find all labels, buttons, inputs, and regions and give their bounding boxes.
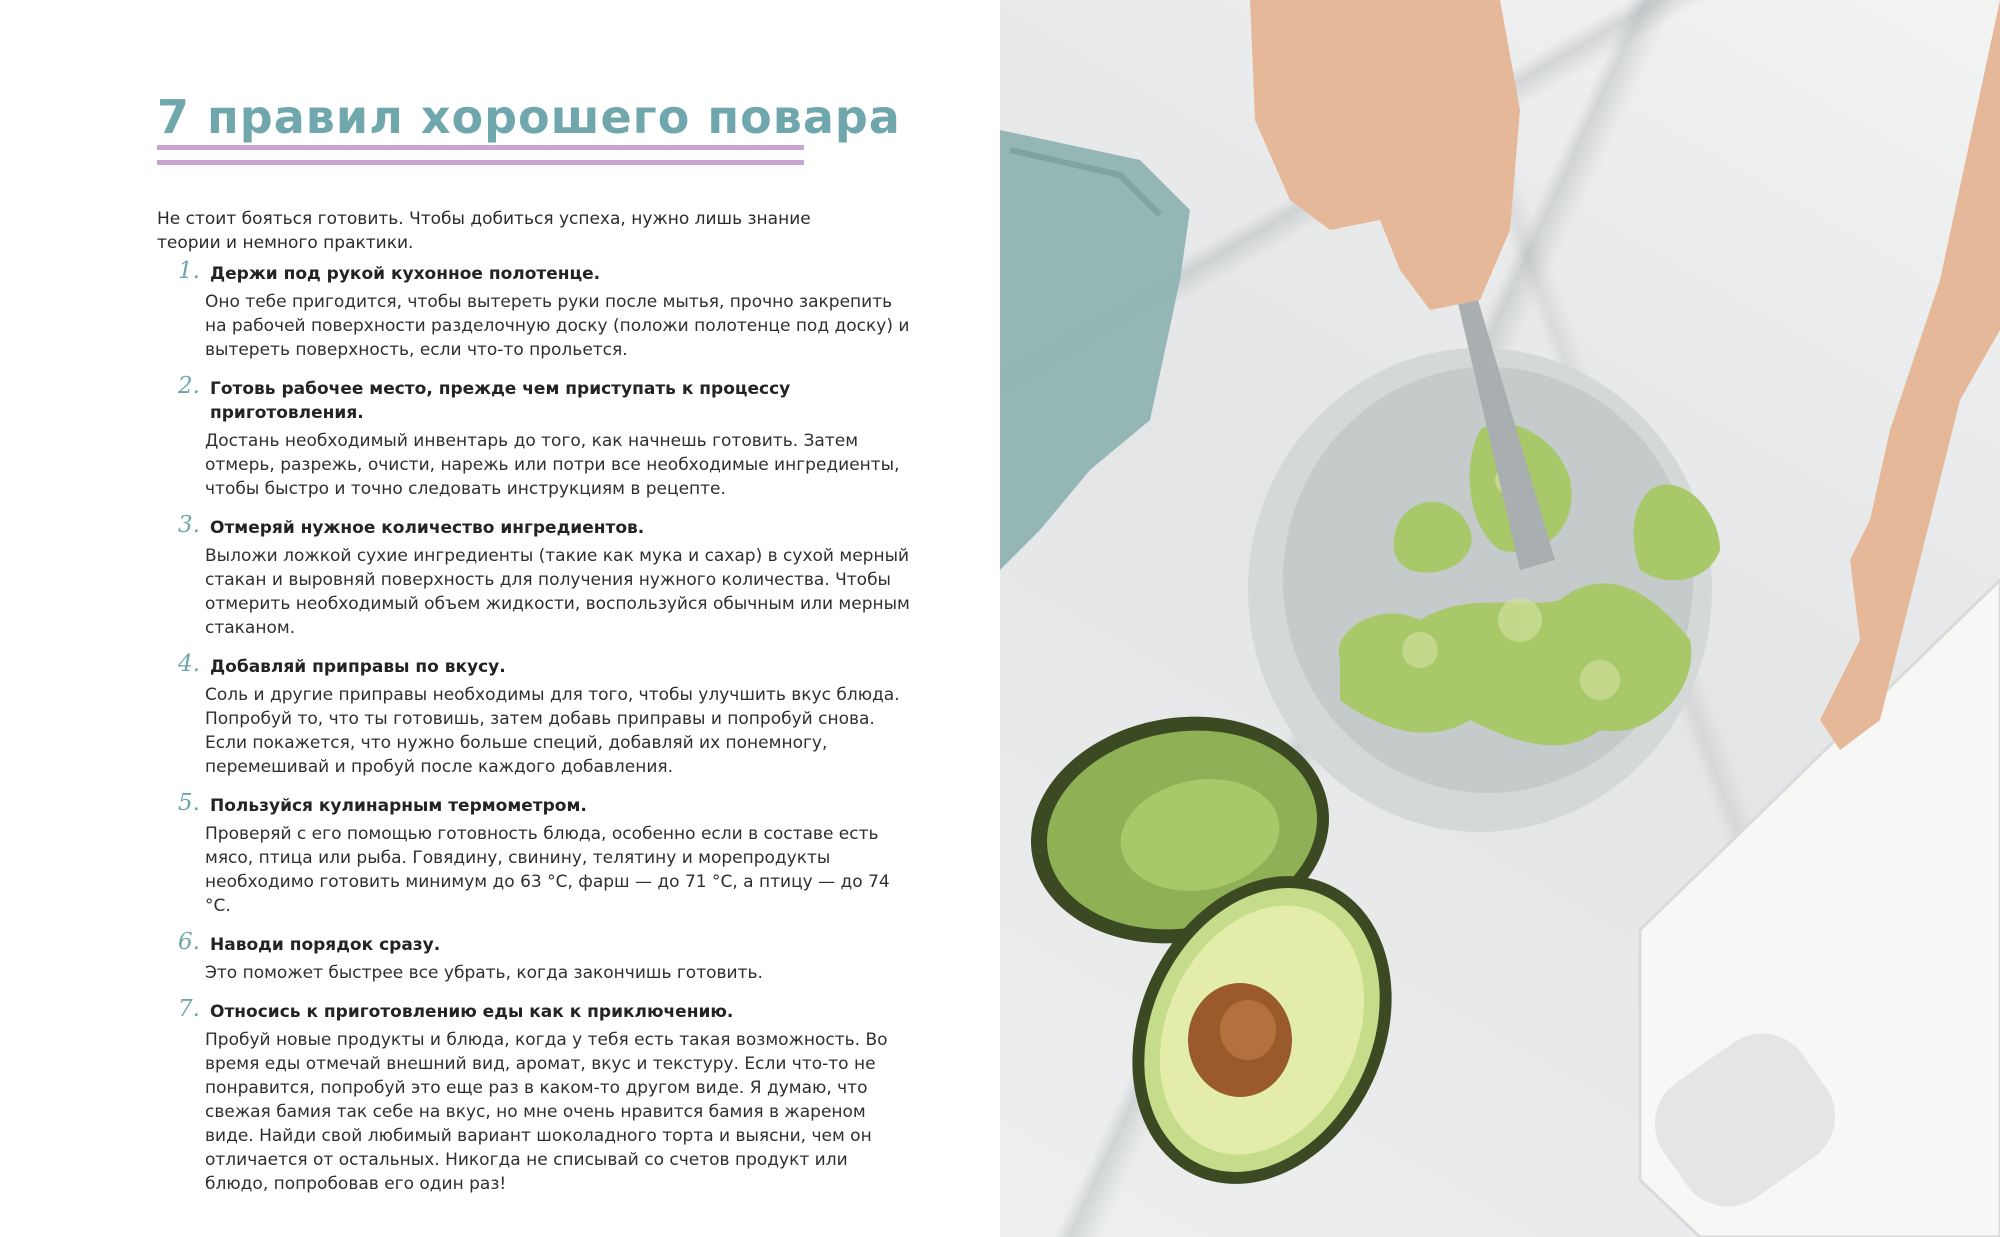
rule-heading: Добавляй приправы по вкусу.	[210, 657, 506, 677]
rule-heading: Пользуйся кулинарным термометром.	[210, 796, 587, 816]
rule-number: 2.	[178, 373, 200, 399]
intro-paragraph: Не стоит бояться готовить. Чтобы добиться успеха, нужно лишь знание теории и немного практики.	[157, 209, 811, 253]
rule-number: 3.	[178, 512, 200, 538]
title-underline-bottom	[157, 160, 804, 165]
rule-item	[157, 512, 917, 640]
rule-item	[157, 258, 917, 362]
rule-heading: Готовь рабочее место, прежде чем приступать к процессу приготовления.	[210, 379, 791, 423]
rule-item	[157, 373, 917, 501]
left-hand	[1250, 0, 1520, 310]
title-underline-top	[157, 145, 804, 150]
rule-number: 7.	[178, 996, 200, 1022]
rule-body: Достань необходимый инвентарь до того, как начнешь готовить. Затем отмерь, разрежь, очисти, нарежь или потри все необходимые ингредиенты, чтобы быстро и точно следовать инструкциям в рецепте.	[205, 431, 900, 499]
rule-body: Это поможет быстрее все убрать, когда закончишь готовить.	[205, 963, 763, 983]
rule-body: Соль и другие приправы необходимы для того, чтобы улучшить вкус блюда. Попробуй то, что ты готовишь, затем добавь приправы и попробуй снова. Если покажется, что нужно больше специй, добавляй их понемногу, перемешивай и пробуй после каждого добавления.	[205, 685, 900, 777]
rule-body: Пробуй новые продукты и блюда, когда у тебя есть такая возможность. Во время еды отмечай внешний вид, аромат, вкус и текстуру. Если что-то не понравится, попробуй это еще раз в каком-то другом виде. Я думаю, что свежая бамия так себе на вкус, но мне очень нравится бамия в жареном виде. Найди свой любимый вариант шоколадного торта и выясни, чем он отличается от остальных. Никогда не списывай со счетов продукт или блюдо, попробовав его один раз!	[205, 1030, 888, 1194]
rule-number: 4.	[178, 651, 200, 677]
photo-illustration	[1000, 0, 2000, 1237]
rule-body: Выложи ложкой сухие ингредиенты (такие как мука и сахар) в сухой мерный стакан и выровняй поверхность для получения нужного количества. Чтобы отмерить необходимый объем жидкости, воспользуйся обычным или мерным стаканом.	[205, 546, 910, 638]
rule-heading: Отмеряй нужное количество ингредиентов.	[210, 518, 645, 538]
rule-heading: Наводи порядок сразу.	[210, 935, 441, 955]
rule-item	[157, 996, 917, 1196]
page-title: 7 правил хорошего повара	[157, 90, 901, 144]
rule-item	[157, 790, 917, 918]
rule-heading: Держи под рукой кухонное полотенце.	[210, 264, 601, 284]
rule-number: 5.	[178, 790, 200, 816]
rule-body: Оно тебе пригодится, чтобы вытереть руки после мытья, прочно закрепить на рабочей поверхности разделочную доску (положи полотенце под доску) и вытереть поверхность, если что-то прольется.	[205, 292, 910, 360]
avocado-mash-photo	[1000, 0, 2000, 1237]
rule-heading: Относись к приготовлению еды как к приключению.	[210, 1002, 734, 1022]
rule-item	[157, 651, 917, 779]
kitchen-towel	[1000, 130, 1190, 570]
rules-list	[157, 258, 917, 1211]
rule-number: 1.	[178, 258, 200, 284]
rule-item	[157, 929, 917, 985]
rule-body: Проверяй с его помощью готовность блюда, особенно если в составе есть мясо, птица или рыба. Говядину, свинину, телятину и морепродукты необходимо готовить минимум до 63 °C, фарш — до 71 °C, а птицу — до 74 °C.	[205, 824, 890, 916]
rule-number: 6.	[178, 929, 200, 955]
